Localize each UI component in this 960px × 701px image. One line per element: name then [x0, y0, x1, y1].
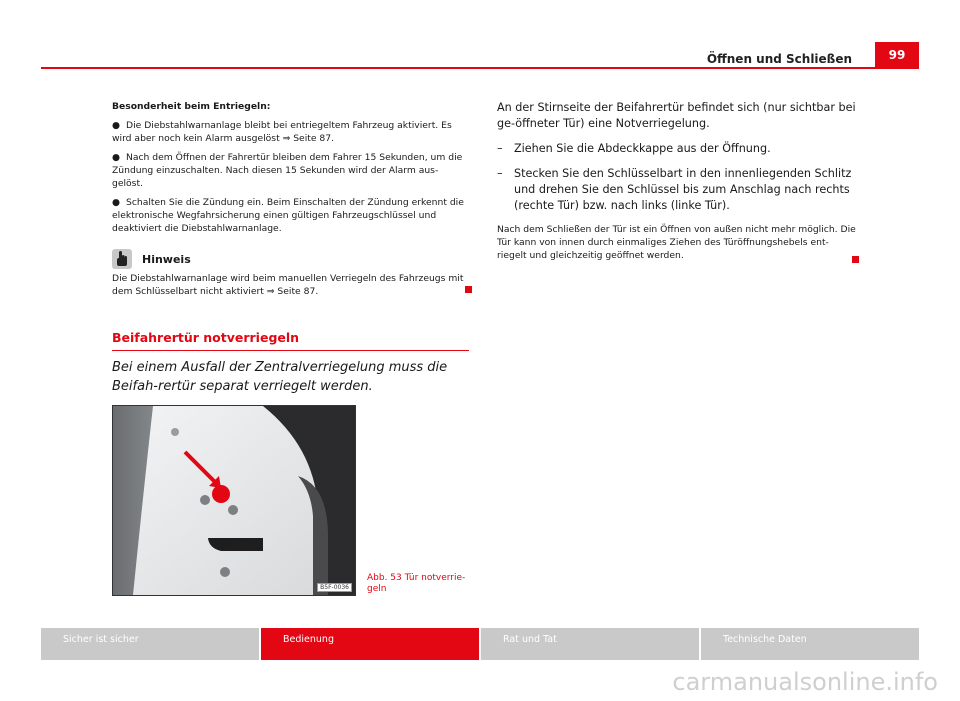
- bullet-item: ● Die Diebstahlwarnanlage bleibt bei entriegeltem Fahrzeug aktiviert. Es wird aber noch kein Alarm ausgelöst ⇒ Seite 87.: [112, 120, 452, 144]
- info-hand-icon: [112, 249, 132, 269]
- page-header-title: Öffnen und Schließen: [706, 52, 852, 66]
- bullet-icon: ●: [112, 197, 121, 208]
- hinweis-text: Die Diebstahlwarnanlage wird beim manuellen Verriegeln des Fahrzeugs mit dem Schlüsselbart nicht aktiviert ⇒ Seite 87.: [112, 273, 464, 297]
- section-end-marker: [852, 256, 859, 263]
- instruction-step: – Ziehen Sie die Abdeckkappe aus der Öffnung.: [497, 142, 771, 155]
- section-intro: Bei einem Ausfall der Zentralverriegelung muss die Beifah-rertür separat verriegelt werden.: [112, 360, 448, 394]
- page-number: 99: [875, 42, 919, 68]
- figure-caption: Abb. 53 Tür notverrie-geln: [367, 573, 466, 594]
- tab-bedienung[interactable]: Bedienung: [261, 628, 479, 660]
- hinweis-label: Hinweis: [142, 252, 191, 266]
- subheading: Besonderheit beim Entriegeln:: [112, 101, 271, 112]
- bullet-icon: ●: [112, 152, 121, 163]
- figure-door-lock: [112, 405, 356, 596]
- header-divider: [41, 67, 919, 69]
- section-end-marker: [465, 286, 472, 293]
- right-note: Nach dem Schließen der Tür ist ein Öffnen von außen nicht mehr möglich. Die Tür kann von innen durch einmaliges Ziehen des Türöffnungshebels ent-riegelt und gleichzeitig geöffnet werden.: [497, 224, 856, 261]
- tab-rat-und-tat[interactable]: Rat und Tat: [481, 628, 699, 660]
- bullet-item: ● Nach dem Öffnen der Fahrertür bleiben dem Fahrer 15 Sekunden, um die Zündung einzuschalten. Nach diesen 15 Sekunden wird der Alarm aus-gelöst.: [112, 152, 463, 189]
- bullet-icon: ●: [112, 120, 121, 131]
- right-paragraph: An der Stirnseite der Beifahrertür befindet sich (nur sichtbar bei ge-öffneter Tür) eine Notverriegelung.: [497, 101, 856, 130]
- figure-code: B5F-0036: [317, 583, 352, 592]
- watermark: carmanualsonline.info: [672, 668, 938, 696]
- section-heading: Beifahrertür notverriegeln: [112, 330, 469, 351]
- instruction-step: – Stecken Sie den Schlüsselbart in den innenliegenden Schlitz und drehen Sie den Schlüssel bis zum Anschlag nach rechts (rechte Tür) bzw. nach links (linke Tür).: [497, 167, 852, 212]
- left-column: [112, 100, 469, 304]
- hinweis-header: [112, 249, 469, 269]
- tab-technische-daten[interactable]: Technische Daten: [701, 628, 919, 660]
- footer-tabs: [41, 628, 919, 660]
- tab-sicher-ist-sicher[interactable]: Sicher ist sicher: [41, 628, 259, 660]
- bullet-item: ● Schalten Sie die Zündung ein. Beim Einschalten der Zündung erkennt die elektronische Wegfahrsicherung einen gültigen Fahrzeugschlüssel und deaktiviert die Diebstahlwarnanlage.: [112, 197, 464, 234]
- right-column: [497, 100, 857, 268]
